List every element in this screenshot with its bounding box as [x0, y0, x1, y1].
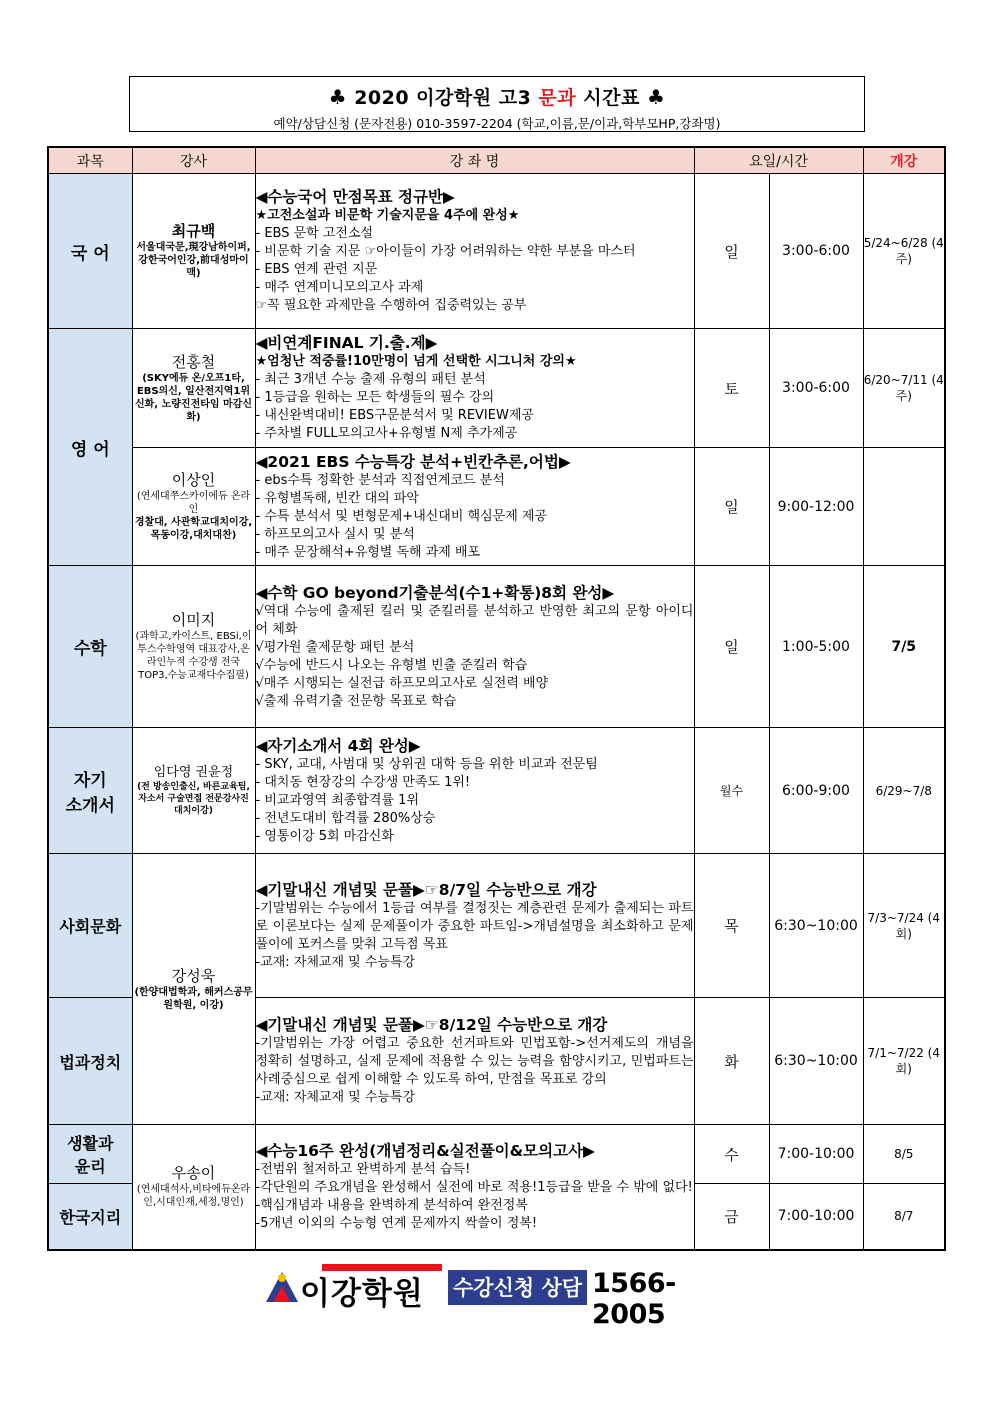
course-line: -각단원의 주요개념을 완성해서 실전에 바로 적용!1등급을 받을 수 밖에 없다!	[255, 1179, 693, 1195]
start-cell: 7/5	[863, 566, 945, 728]
logo-text: 이강학원	[300, 1276, 424, 1312]
course-cell	[255, 329, 694, 448]
start-cell: 6/20~7/11 (4주)	[863, 329, 945, 448]
teacher-info: (과학고,카이스트, EBSi,이투스수학영역 대표강사,온라인누적 수강생 전국TOP3,수능교재다수집필)	[135, 631, 252, 681]
table-row	[48, 174, 945, 329]
table-row	[48, 854, 945, 998]
course-line: √수능에 반드시 나오는 유형별 빈출 준킬러 학습	[255, 657, 528, 673]
table-row	[48, 448, 945, 566]
course-cell	[255, 998, 694, 1125]
subject-cell: 법과정치	[48, 998, 132, 1125]
course-line: - SKY, 교대, 사범대 및 상위권 대학 등을 위한 비교과 전문팀	[255, 756, 598, 772]
course-title: ◀수학 GO beyond기출분석(수1+확통)8회 완성▶	[255, 583, 615, 602]
course-line: - 수특 분석서 및 변형문제+내신대비 핵심문제 제공	[255, 508, 548, 524]
course-line: - ebs수특 정확한 분석과 직접연계코드 분석	[255, 472, 505, 488]
course-line: - 대치동 현장강의 수강생 만족도 1위!	[255, 774, 471, 790]
title-box	[129, 76, 865, 132]
course-subtitle: ★고전소설과 비문학 기술지문을 4주에 완성★	[255, 208, 520, 223]
day-cell: 일	[694, 448, 769, 566]
course-line: -교재: 자체교재 및 수능특강	[255, 1090, 416, 1105]
subject-cell	[48, 1125, 132, 1184]
day-cell: 수	[694, 1125, 769, 1184]
day-cell: 화	[694, 998, 769, 1125]
day-cell: 일	[694, 566, 769, 728]
time-cell: 6:30~10:00	[769, 854, 863, 998]
teacher-cell	[132, 566, 255, 728]
course-line: -기말범위는 수능에서 1등급 여부를 결정짓는 계층관련 문제가 출제되는 파트로 이론보다는 실제 문제풀이가 중요한 파트임->개념설명을 최소화하고 문제풀이에 포커스를 맞춰 고득점 목표	[255, 900, 694, 952]
course-line: - 비문학 기술 지문 ☞아이들이 가장 어려워하는 약한 부분을 마스터	[255, 244, 636, 259]
course-line: - 영통이강 5회 마감신화	[255, 828, 394, 844]
teacher-name: 강성욱	[171, 966, 216, 985]
course-title: ◀기말내신 개념및 문풀▶☞8/7일 수능반으로 개강	[255, 880, 597, 899]
course-subtitle: ★엄청난 적중률!10만명이 넘게 선택한 시그니처 강의★	[255, 354, 577, 369]
course-title: ◀기말내신 개념및 문풀▶☞8/12일 수능반으로 개강	[255, 1016, 608, 1034]
teacher-name: 이미지	[171, 611, 216, 629]
page-title	[130, 83, 864, 110]
table-row	[48, 329, 945, 448]
teacher-info: 서울대국문,現강남하이퍼,강한국어인강,前대성마이맥)	[136, 242, 251, 279]
subject-line: 소개서	[65, 795, 115, 816]
teacher-info: (연세대석사,비타에듀온라인,시대인재,세정,명인)	[136, 1184, 251, 1209]
header-teacher: 강사	[132, 147, 255, 174]
course-line: - 매주 문장해석+유형별 독해 과제 배포	[255, 544, 481, 560]
club-icon: ♣	[646, 85, 666, 109]
course-cell	[255, 854, 694, 998]
day-cell: 일	[694, 174, 769, 329]
course-title: ◀2021 EBS 수능특강 분석+빈칸추론,어법▶	[255, 452, 571, 471]
subject-line: 윤리	[74, 1157, 106, 1176]
teacher-name: 우송이	[171, 1164, 216, 1183]
teacher-name: 이상인	[171, 471, 216, 489]
time-cell: 6:30~10:00	[769, 998, 863, 1125]
course-line: - 1등급을 원하는 모든 학생들의 필수 강의	[255, 390, 495, 405]
subject-cell: 국 어	[48, 174, 132, 329]
day-cell: 월수	[694, 728, 769, 854]
subject-cell: 한국지리	[48, 1184, 132, 1250]
teacher-name: 전홍철	[171, 352, 216, 371]
course-cell	[255, 1125, 694, 1250]
start-cell: 8/7	[863, 1184, 945, 1250]
apply-label: 수강신청 상담	[448, 1270, 587, 1305]
course-line: - 내신완벽대비! EBS구문분석서 및 REVIEW제공	[255, 408, 534, 423]
course-title: ◀비연계FINAL 기.출.제▶	[255, 334, 438, 352]
subject-cell: 수학	[48, 566, 132, 728]
subject-line: 자기	[73, 770, 107, 791]
course-line: √역대 수능에 출제된 킬러 및 준킬러를 분석하고 반영한 최고의 문항 아이디어 체화	[255, 603, 694, 637]
header-course: 강 좌 명	[255, 147, 694, 174]
course-title: ◀수능국어 만점목표 정규반▶	[255, 188, 455, 206]
course-line: -5개년 이외의 수능형 연계 문제까지 싹쓸이 정복!	[255, 1215, 538, 1231]
table-row	[48, 1125, 945, 1184]
course-line: √매주 시행되는 실전급 하프모의고사로 실전력 배양	[255, 675, 549, 691]
course-line: √출제 유력기출 전문항 목표로 학습	[255, 693, 457, 709]
day-cell: 금	[694, 1184, 769, 1250]
course-line: - 비교과영역 최종합격률 1위	[255, 792, 419, 808]
day-cell: 토	[694, 329, 769, 448]
subject-cell: 영 어	[48, 329, 132, 566]
club-icon: ♣	[328, 85, 348, 109]
course-title: ◀수능16주 완성(개념정리&실전풀이&모의고사▶	[255, 1141, 595, 1160]
title-highlight: 문과	[538, 87, 577, 109]
course-line: √평가원 출제문항 패턴 분석	[255, 639, 415, 655]
start-cell: 6/29~7/8	[863, 728, 945, 854]
course-title: ◀자기소개서 4회 완성▶	[255, 736, 421, 755]
academy-logo-icon	[262, 1266, 302, 1306]
header-row	[48, 147, 945, 174]
teacher-info: (전 방송인출신, 바른교육팀, 자소서 구술면접 전문강사진 대치이강)	[137, 782, 250, 816]
time-cell: 7:00-10:00	[769, 1125, 863, 1184]
course-line: ☞꼭 필요한 과제만을 수행하여 집중력있는 공부	[255, 298, 527, 313]
day-cell: 목	[694, 854, 769, 998]
time-cell: 9:00-12:00	[769, 448, 863, 566]
course-line: -핵심개념과 내용을 완벽하게 분석하여 완전정복	[255, 1197, 528, 1213]
teacher-info: (한양대법학과, 해커스공무원학원, 이강)	[134, 986, 253, 1011]
teacher-cell	[132, 448, 255, 566]
phone-number: 1566-2005	[592, 1268, 676, 1330]
course-cell	[255, 174, 694, 329]
page-subtitle: 예약/상담신청 (문자전용) 010-3597-2204 (학교,이름,문/이과,학부모HP,강좌명)	[273, 116, 721, 131]
time-cell: 7:00-10:00	[769, 1184, 863, 1250]
footer	[262, 1264, 732, 1330]
course-line: -교재: 자체교재 및 수능특강	[255, 954, 416, 970]
start-cell: 7/1~7/22 (4회)	[863, 998, 945, 1125]
teacher-name: 최규백	[171, 222, 216, 240]
time-cell: 1:00-5:00	[769, 566, 863, 728]
header-daytime: 요일/시간	[694, 147, 863, 174]
subject-line: 생활과	[67, 1134, 114, 1153]
course-line: - 유형별독해, 빈칸 대의 파악	[255, 490, 419, 506]
teacher-info: 경찰대, 사관학교대치이강,목동이강,대치대찬)	[134, 517, 253, 541]
teacher-name: 임다영 권윤정	[153, 765, 234, 780]
title-prefix: 2020 이강학원 고3	[354, 87, 539, 109]
course-line: - EBS 연계 관련 지문	[255, 262, 378, 277]
start-cell	[863, 448, 945, 566]
start-cell: 7/3~7/24 (4회)	[863, 854, 945, 998]
teacher-info: (SKY에듀 온/오프1타, EBS의신, 일산전지역1위신화, 노량진전타임 마감신화)	[134, 372, 253, 423]
course-line: - 전년도대비 합격률 280%상승	[255, 810, 436, 826]
course-line: -전범위 철저하고 완벽하게 분석 습득!	[255, 1161, 471, 1177]
teacher-cell	[132, 174, 255, 329]
teacher-cell	[132, 1125, 255, 1250]
teacher-info: (연세대쭈스카이에듀 온라인	[136, 491, 251, 515]
course-cell	[255, 448, 694, 566]
teacher-cell	[132, 854, 255, 1125]
course-cell	[255, 728, 694, 854]
teacher-cell	[132, 329, 255, 448]
course-line: -기말범위는 가장 어렵고 중요한 선거파트와 민법포함->선거제도의 개념을 정확히 설명하고, 실제 문제에 적용할 수 있는 능력을 함양시키고, 민법파트는 사례중심으로 쉽게 이해할 수 있도록 하여, 만점을 목표로 강의	[255, 1036, 694, 1087]
table-row	[48, 566, 945, 728]
course-line: - EBS 문학 고전소설	[255, 226, 374, 241]
course-cell	[255, 566, 694, 728]
header-start: 개강	[863, 147, 945, 174]
time-cell: 3:00-6:00	[769, 174, 863, 329]
course-line: - 하프모의고사 실시 및 분석	[255, 526, 415, 542]
title-suffix: 시간표	[576, 87, 640, 109]
table-row	[48, 728, 945, 854]
timetable	[47, 146, 946, 1251]
header-subject: 과목	[48, 147, 132, 174]
time-cell: 3:00-6:00	[769, 329, 863, 448]
subject-cell: 사회문화	[48, 854, 132, 998]
subject-cell	[48, 728, 132, 854]
course-line: - 매주 연계미니모의고사 과제	[255, 280, 424, 295]
start-cell: 5/24~6/28 (4주)	[863, 174, 945, 329]
time-cell: 6:00-9:00	[769, 728, 863, 854]
start-cell: 8/5	[863, 1125, 945, 1184]
course-line: - 최근 3개년 수능 출제 유형의 패턴 분석	[255, 372, 486, 387]
course-line: - 주차별 FULL모의고사+유형별 N제 추가제공	[255, 426, 518, 441]
teacher-cell	[132, 728, 255, 854]
